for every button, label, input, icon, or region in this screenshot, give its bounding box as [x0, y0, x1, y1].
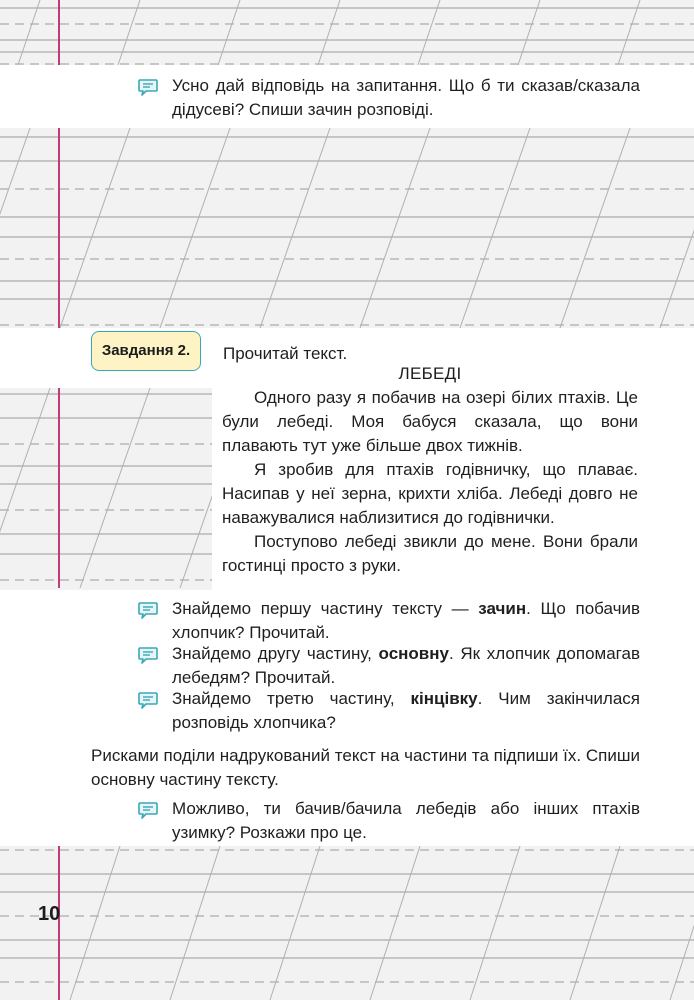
speech-bubble-icon — [137, 646, 159, 666]
task-instruction: Прочитай текст. — [223, 344, 348, 363]
question-text: . Як хлопчик допомагав лебедям? Прочитай. — [172, 644, 640, 687]
ruled-band-bottom — [0, 846, 694, 1000]
question-1-text: Усно дай відповідь на запитання. Що б ти сказав/сказала дідусеві? Спиши зачин розповіді. — [172, 76, 640, 119]
speech-bubble-icon — [137, 601, 159, 621]
question-text: Знайдемо першу частину тексту — — [172, 599, 479, 618]
keyword-bold: зачин — [478, 599, 527, 618]
page-number: 10 — [38, 903, 61, 925]
speech-bubble-icon — [137, 78, 159, 98]
question-text: . Чим закінчилася розповідь хлопчика? — [172, 689, 640, 732]
task-label-badge: Завдання 2. — [91, 331, 201, 371]
question-part-3 — [172, 687, 640, 735]
speech-bubble-icon — [137, 801, 159, 821]
speech-bubble-icon — [137, 691, 159, 711]
question-text: Знайдемо другу частину, — [172, 644, 379, 663]
story-paragraph: Я зробив для птахів годівничку, що плаває. Насипав у неї зерна, крихти хліба. Лебеді довго не наважувалися наблизитися до годівнички. — [222, 460, 638, 527]
story-paragraph: Одного разу я побачив на озері білих птахів. Це були лебеді. Моя бабуся сказала, що вони плавають тут уже більше двох тижнів. — [222, 388, 638, 455]
story-title: ЛЕБЕДІ — [398, 364, 462, 383]
keyword-bold: кінцівку — [410, 689, 478, 708]
ruled-band-middle — [0, 128, 694, 328]
question-text: Знайдемо третю частину, — [172, 689, 411, 708]
story-paragraph: Поступово лебеді звикли до мене. Вони брали гостинці просто з руки. — [222, 532, 638, 575]
keyword-bold: основну — [378, 644, 449, 663]
story-text — [222, 386, 638, 578]
question-part-1 — [172, 597, 640, 645]
instruction-text: Рисками поділи надрукований текст на частини та підпиши їх. Спиши основну частину тексту. — [91, 746, 640, 789]
question-text: . Що побачив хлопчик? Прочитай. — [172, 599, 640, 642]
question-last: Можливо, ти бачив/бачила лебедів або інших птахів узимку? Розкажи про це. — [172, 799, 640, 842]
ruled-band-top — [0, 0, 694, 65]
question-part-2 — [172, 642, 640, 690]
